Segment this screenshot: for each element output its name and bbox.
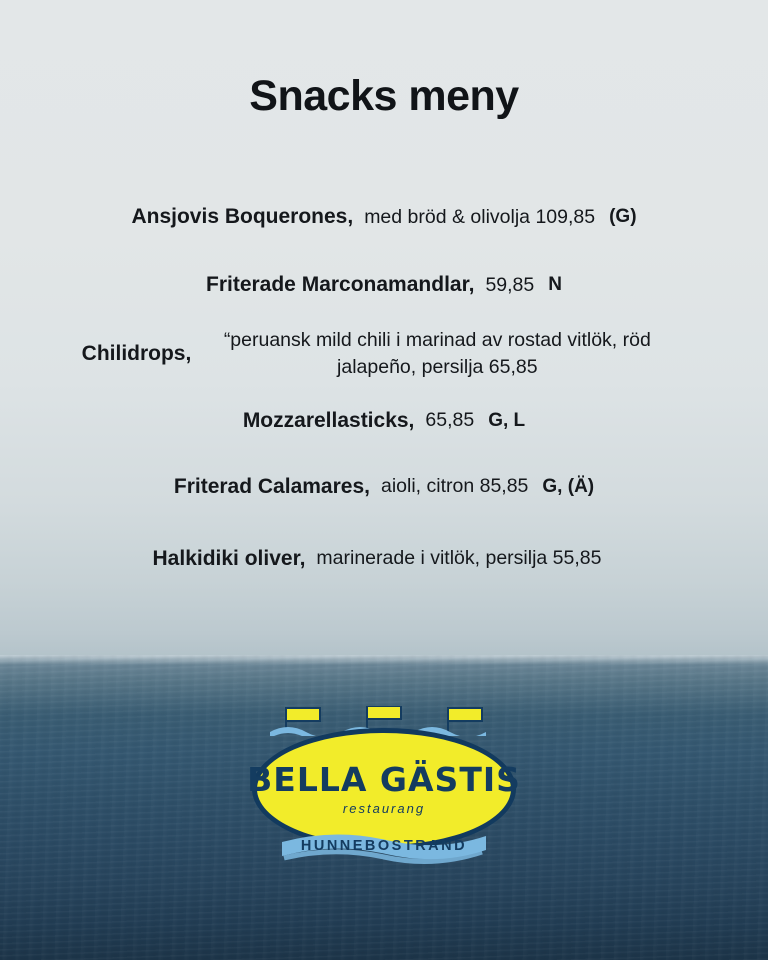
page-title: Snacks meny	[249, 72, 519, 120]
menu-item	[64, 273, 704, 297]
menu-item-description: marinerade i vitlök, persilja 55,85	[316, 547, 602, 570]
menu-item-allergens: G, L	[488, 409, 526, 431]
menu-item-allergens: N	[548, 274, 562, 295]
menu-item	[64, 205, 704, 229]
menu-item	[64, 475, 704, 499]
menu-item-description: aioli, citron 85,85	[380, 475, 529, 498]
menu-item	[64, 547, 704, 571]
menu-item-allergens: G, (Ä)	[542, 475, 595, 497]
menu-item-description: 65,85	[425, 409, 475, 432]
menu-item-name: Friterade Marconamandlar,	[206, 273, 475, 296]
logo-sub-text: restaurang	[342, 800, 426, 816]
menu-item-name: Halkidiki oliver,	[152, 546, 306, 570]
restaurant-logo	[234, 700, 534, 890]
menu-item-name: Friterad Calamares,	[173, 474, 370, 498]
menu-list	[0, 205, 768, 571]
menu-item-allergens: (G)	[609, 206, 637, 227]
menu-item-name: Mozzarellasticks,	[242, 408, 415, 432]
menu-item-description: med bröd & olivolja 109,85	[364, 205, 596, 228]
menu-item	[64, 409, 704, 433]
menu-item-name: Ansjovis Boquerones,	[131, 205, 354, 228]
menu-item	[64, 327, 704, 381]
menu-item-description: “peruansk mild chili i marinad av rostad vitlök, röd jalapeño, persilja 65,85	[223, 329, 651, 378]
logo-ribbon-text: HUNNEBOSTRAND	[300, 838, 468, 854]
menu-item-description: 59,85	[485, 273, 535, 296]
menu-item-name: Chilidrops,	[81, 341, 192, 365]
logo-main-text: BELLA GÄSTIS	[247, 759, 521, 799]
